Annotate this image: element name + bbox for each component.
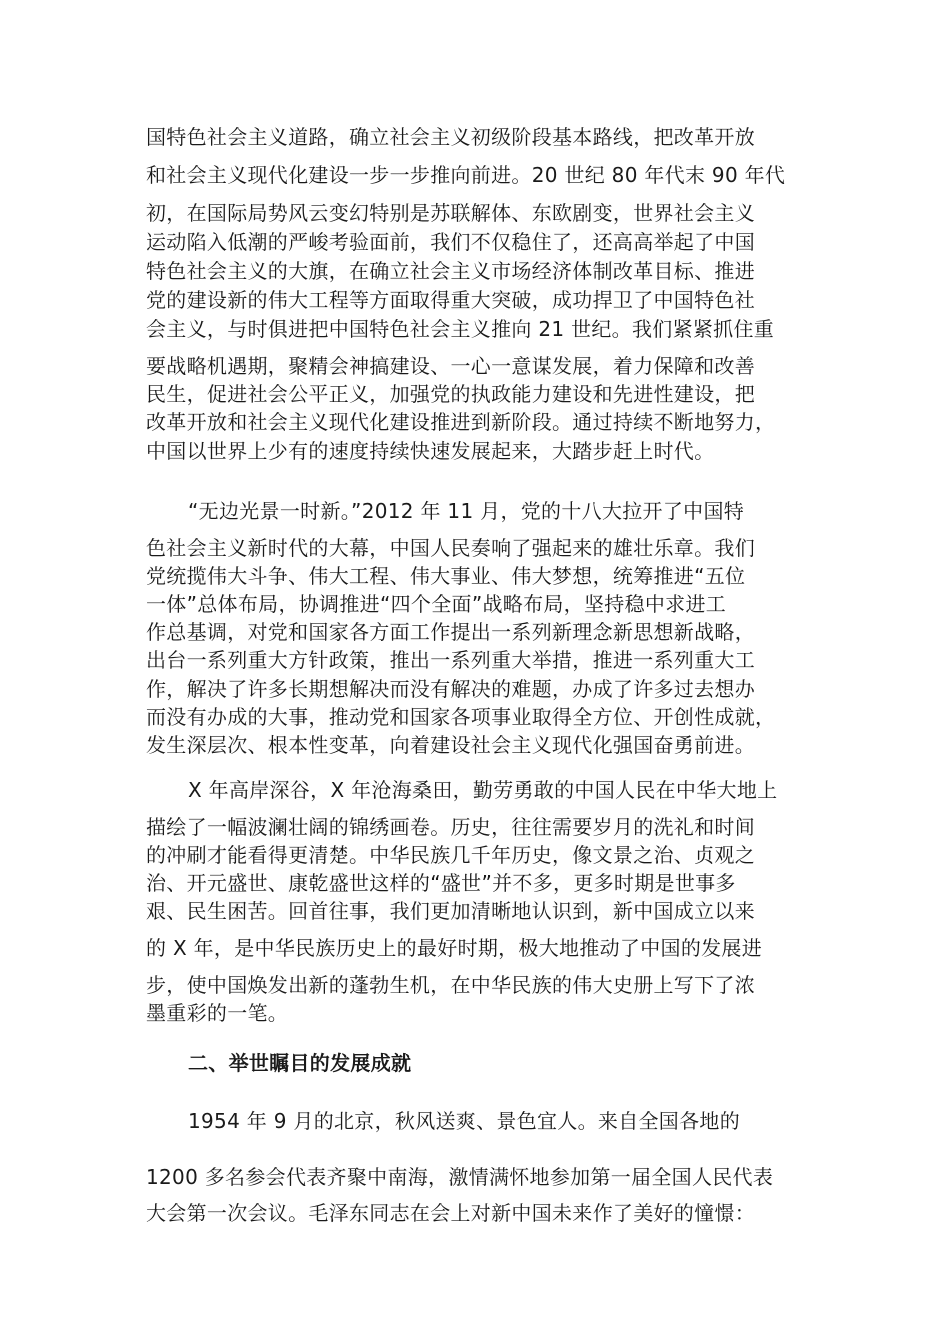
text-line: 初，在国际局势风云变幻特别是苏联解体、东欧剧变，世界社会主义 bbox=[146, 201, 755, 225]
text-line: 一体”总体布局，协调推进“四个全面”战略布局，坚持稳中求进工 bbox=[146, 592, 727, 616]
text-line: 党统揽伟大斗争、伟大工程、伟大事业、伟大梦想，统筹推进“五位 bbox=[146, 564, 746, 588]
text-line: 治、开元盛世、康乾盛世这样的“盛世”并不多，更多时期是世事多 bbox=[146, 871, 736, 895]
text-line: 的 X 年，是中华民族历史上的最好时期，极大地推动了中国的发展进 bbox=[146, 936, 763, 960]
text-line: 1200 多名参会代表齐聚中南海，激情满怀地参加第一届全国人民代表 bbox=[146, 1165, 774, 1189]
text-line: 民生，促进社会公平正义，加强党的执政能力建设和先进性建设，把 bbox=[146, 382, 755, 406]
text-line: 发生深层次、根本性变革，向着建设社会主义现代化强国奋勇前进。 bbox=[146, 733, 755, 757]
text-line: 的冲刷才能看得更清楚。中华民族几千年历史，像文景之治、贞观之 bbox=[146, 843, 755, 867]
section-heading: 二、举世瞩目的发展成就 bbox=[188, 1051, 412, 1075]
text-line: 艰、民生困苦。回首往事，我们更加清晰地认识到，新中国成立以来 bbox=[146, 899, 755, 923]
text-line: 党的建设新的伟大工程等方面取得重大突破，成功捍卫了中国特色社 bbox=[146, 288, 755, 312]
text-line: 色社会主义新时代的大幕，中国人民奏响了强起来的雄壮乐章。我们 bbox=[146, 536, 755, 560]
text-line: 描绘了一幅波澜壮阔的锦绣画卷。历史，往往需要岁月的洗礼和时间 bbox=[146, 815, 755, 839]
text-line: 运动陷入低潮的严峻考验面前，我们不仅稳住了，还高高举起了中国 bbox=[146, 230, 755, 254]
text-line: 国特色社会主义道路，确立社会主义初级阶段基本路线，把改革开放 bbox=[146, 125, 755, 149]
text-line: 改革开放和社会主义现代化建设推进到新阶段。通过持续不断地努力， bbox=[146, 410, 776, 434]
text-line: 和社会主义现代化建设一步一步推向前进。20 世纪 80 年代末 90 年代 bbox=[146, 163, 786, 187]
text-line: 要战略机遇期，聚精会神搞建设、一心一意谋发展，着力保障和改善 bbox=[146, 354, 755, 378]
text-line: X 年高岸深谷，X 年沧海桑田，勤劳勇敢的中国人民在中华大地上 bbox=[188, 778, 778, 802]
text-line: 步，使中国焕发出新的蓬勃生机，在中华民族的伟大史册上写下了浓 bbox=[146, 973, 755, 997]
text-line: 而没有办成的大事，推动党和国家各项事业取得全方位、开创性成就， bbox=[146, 705, 776, 729]
text-line: 作总基调，对党和国家各方面工作提出一系列新理念新思想新战略， bbox=[146, 620, 755, 644]
text-line: 出台一系列重大方针政策，推出一系列重大举措，推进一系列重大工 bbox=[146, 648, 755, 672]
text-line: 中国以世界上少有的速度持续快速发展起来，大踏步赶上时代。 bbox=[146, 439, 715, 463]
text-line: 特色社会主义的大旗，在确立社会主义市场经济体制改革目标、推进 bbox=[146, 259, 755, 283]
text-line: 会主义，与时俱进把中国特色社会主义推向 21 世纪。我们紧紧抓住重 bbox=[146, 317, 775, 341]
text-line: 作，解决了许多长期想解决而没有解决的难题，办成了许多过去想办 bbox=[146, 677, 755, 701]
text-line: 墨重彩的一笔。 bbox=[146, 1001, 289, 1025]
text-line: 大会第一次会议。毛泽东同志在会上对新中国未来作了美好的憧憬： bbox=[146, 1201, 755, 1225]
text-line: “无边光景一时新。”2012 年 11 月，党的十八大拉开了中国特 bbox=[188, 499, 745, 523]
text-line: 1954 年 9 月的北京，秋风送爽、景色宜人。来自全国各地的 bbox=[188, 1109, 740, 1133]
